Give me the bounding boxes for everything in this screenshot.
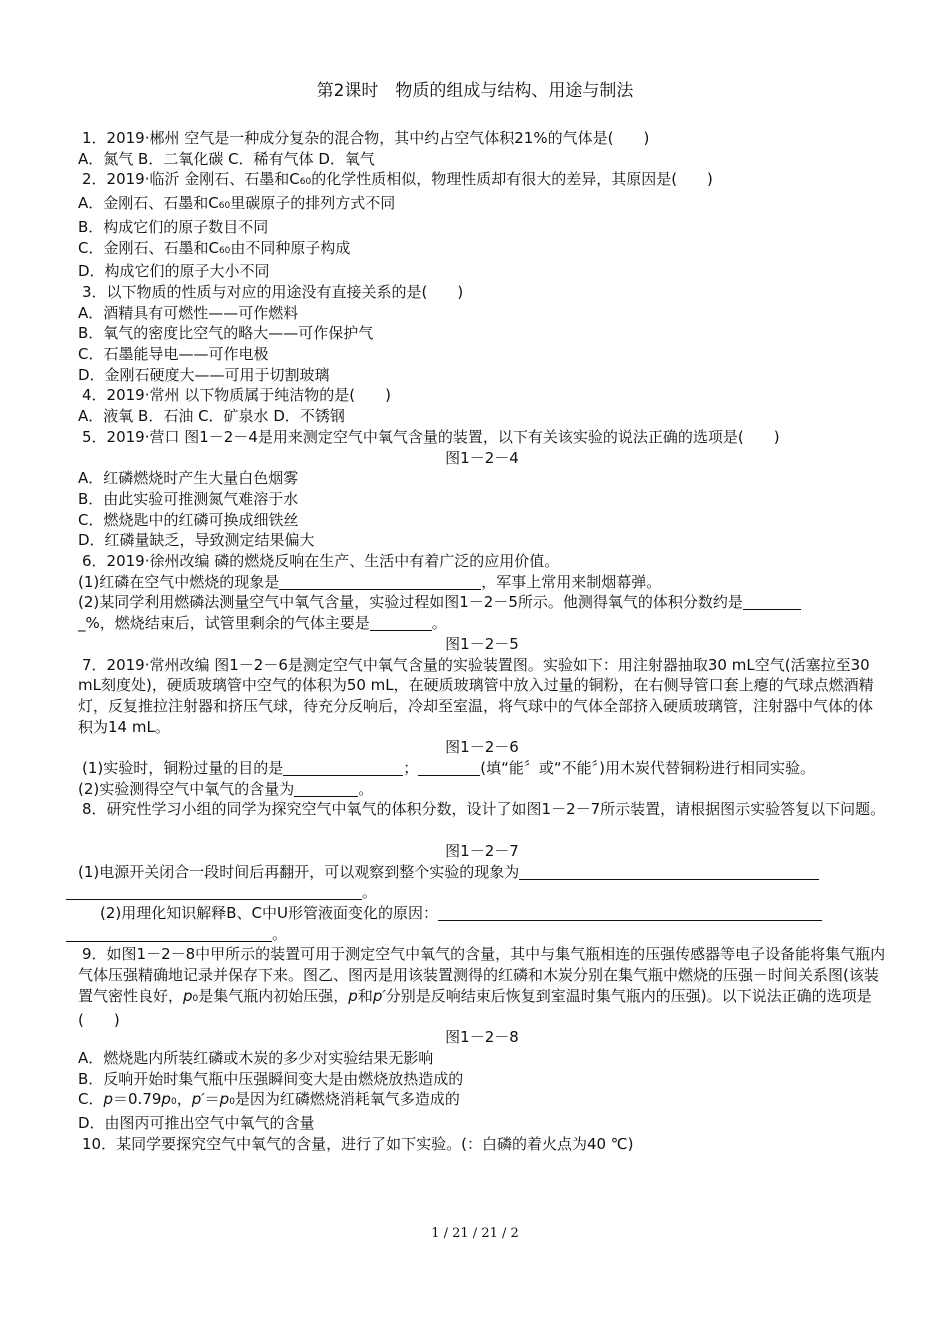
q6-part2-line1: (2)某同学利用燃磷法测量空气中氧气含量，实验过程如图1－2－5所示。他测得氧气的体积分数约是: [78, 592, 886, 613]
q9-option-d: D．由图丙可推出空气中氧气的含量: [78, 1114, 315, 1132]
q4-options: A．液氧 B．石油 C．矿泉水 D．不锈钢: [78, 407, 345, 426]
q3-option-c: C．石墨能导电——可作电极: [78, 345, 269, 364]
q3-stem: 3．以下物质的性质与对应的用途没有直接关系的是( ): [82, 282, 464, 301]
figure-caption-1-2-6: 图1－2－6: [445, 738, 519, 757]
q2-option-a: A．金刚石、石墨和C60里碳原子的排列方式不同: [78, 194, 396, 213]
question-body: [78, 128, 886, 1154]
q8-part2-line2: 。: [66, 924, 886, 945]
answer-blank[interactable]: [438, 905, 822, 921]
figure-caption-1-2-8: 图1－2－8: [445, 1028, 519, 1047]
q5-option-c: C．燃烧匙中的红磷可换成细铁丝: [78, 510, 299, 529]
answer-blank[interactable]: [418, 760, 480, 776]
q5-stem: 5．2019·营口 图1－2－4是用来测定空气中氧气含量的装置，以下有关该实验的说法正确的选项是( ): [82, 427, 780, 446]
q5-option-d: D．红磷量缺乏，导致测定结果偏大: [78, 531, 315, 550]
q7-part2: (2)实验测得空气中氧气的含量为 。: [78, 779, 374, 798]
answer-blank[interactable]: [370, 615, 432, 631]
q3-option-b: B．氧气的密度比空气的略大——可作保护气: [78, 324, 374, 343]
q5-option-b: B．由此实验可推测氮气难溶于水: [78, 489, 299, 508]
answer-blank[interactable]: [743, 594, 801, 610]
answer-blank[interactable]: [519, 864, 819, 880]
q8-part1-line1: (1)电源开关闭合一段时间后再翻开，可以观察到整个实验的现象为: [78, 862, 886, 883]
q8-part2-line1: (2)用理化知识解释B、C中U形管液面变化的原因：: [78, 903, 886, 924]
q9-option-a: A．燃烧匙内所装红磷或木炭的多少对实验结果无影响: [78, 1048, 434, 1067]
q9-option-c: C．p＝0.79p0，p′＝p0是因为红磷燃烧消耗氧气多造成的: [78, 1090, 460, 1109]
q2-option-d: D．构成它们的原子大小不同: [78, 262, 270, 281]
figure-caption-1-2-4: 图1－2－4: [445, 448, 519, 467]
q2-option-b: B．构成它们的原子数目不同: [78, 217, 269, 236]
page-title: 第2课时 物质的组成与结构、用途与制法: [316, 81, 634, 101]
q8-stem: 8．研究性学习小组的同学为探究空气中氧气的体积分数，设计了如图1－2－7所示装置，请根据图示实验答复以下问题。: [82, 800, 886, 819]
page-number: 1 / 21 / 21 / 2: [431, 1226, 519, 1241]
q10-stem: 10．某同学要探究空气中氧气的含量，进行了如下实验。(：白磷的着火点为40 ℃): [82, 1134, 634, 1153]
q9-option-b: B．反响开始时集气瓶中压强瞬间变大是由燃烧放热造成的: [78, 1069, 464, 1088]
q9-stem: 9．如图1－2－8中甲所示的装置可用于测定空气中氧气的含量，其中与集气瓶相连的压强传感器等电子设备能将集气瓶内气体压强精确地记录并保存下来。图乙、图丙是用该装置测得的红磷和木炭分别在集气瓶中燃烧的压强－时间关系图(该装置气密性良好，p0是集气瓶内初始压强，p和p′分别是反响结束后恢复到室温时集气瓶内的压强)。以下说法正确的选项是( ): [78, 945, 886, 1029]
q2-stem: 2．2019·临沂 金刚石、石墨和C60的化学性质相似，物理性质却有很大的差异，其原因是( ): [82, 170, 713, 189]
q6-part2-line2: _%，燃烧结束后，试管里剩余的气体主要是 。: [78, 614, 447, 633]
answer-blank[interactable]: [283, 760, 403, 776]
q3-option-d: D．金刚石硬度大——可用于切割玻璃: [78, 365, 330, 384]
q5-option-a: A．红磷燃烧时产生大量白色烟雾: [78, 469, 299, 488]
answer-blank[interactable]: [294, 781, 358, 797]
answer-blank[interactable]: [66, 926, 272, 942]
q1-options: A．氮气 B．二氧化碳 C．稀有气体 D．氧气: [78, 149, 375, 168]
q6-stem: 6．2019·徐州改编 磷的燃烧反响在生产、生活中有着广泛的应用价值。: [82, 552, 560, 571]
figure-caption-1-2-7: 图1－2－7: [445, 841, 519, 860]
answer-blank[interactable]: [66, 884, 362, 900]
q1-stem: 1．2019·郴州 空气是一种成分复杂的混合物，其中约占空气体积21%的气体是( ): [82, 129, 650, 147]
q2-option-c: C．金刚石、石墨和C60由不同种原子构成: [78, 238, 351, 257]
subscript-60: 60: [299, 177, 312, 188]
figure-caption-1-2-5: 图1－2－5: [445, 634, 519, 653]
answer-blank[interactable]: [279, 574, 481, 590]
q3-option-a: A．酒精具有可燃性——可作燃料: [78, 303, 299, 322]
q7-part1: (1)实验时，铜粉过量的目的是 ； (填“能〞或“不能〞)用木炭代替铜粉进行相同实验。: [82, 759, 816, 778]
q7-stem: 7．2019·常州改编 图1－2－6是测定空气中氧气含量的实验装置图。实验如下：用注射器抽取30 mL空气(活塞拉至30 mL刻度处)，硬质玻璃管中空气的体积为50 mL，在硬质玻璃管中放入过量的铜粉，在右侧导管口套上瘪的气球点燃酒精灯，反复推拉注射器和挤压气球，待充分反响后，冷却至室温，将气球中的气体全部挤入硬质玻璃管，注射器中气体的体积为14 mL。: [78, 655, 874, 736]
q6-part1: (1)红磷在空气中燃烧的现象是 ，军事上常用来制烟幕弹。: [78, 572, 662, 591]
q8-part1-line2: 。: [66, 882, 886, 903]
q4-stem: 4．2019·常州 以下物质属于纯洁物的是( ): [82, 386, 391, 405]
